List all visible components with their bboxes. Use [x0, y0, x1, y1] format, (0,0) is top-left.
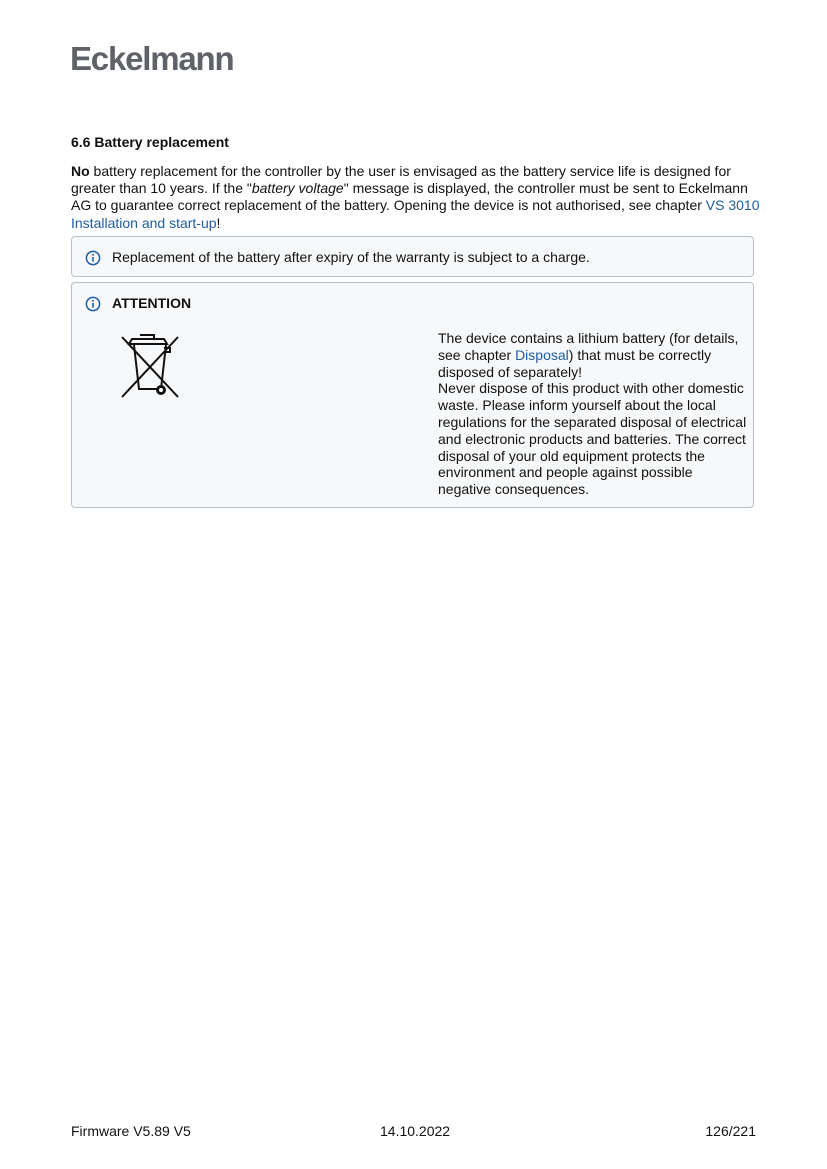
intro-text-3: !: [216, 214, 221, 231]
info-icon: [85, 250, 101, 266]
footer-date: 14.10.2022: [380, 1123, 451, 1139]
footer-page-number: 126/221: [705, 1123, 756, 1139]
info-icon: [85, 296, 101, 312]
intro-italic: battery voltage: [251, 180, 344, 197]
installation-chapter-link[interactable]: VS 3010 Installation and start-up: [71, 197, 760, 231]
attention-text-2: ) that must be correctly disposed of separately!: [438, 346, 712, 380]
intro-text-2: " message is displayed, the controller must be sent to Eckelmann AG to guarantee correct replacement of the battery. Opening the device is not authorised, see chapter: [71, 180, 748, 214]
warranty-note: [71, 236, 754, 277]
warranty-note-text: Replacement of the battery after expiry of the warranty is subject to a charge.: [112, 249, 590, 265]
crossed-out-wheelie-bin-icon: [116, 330, 182, 402]
intro-paragraph: [71, 163, 761, 232]
footer-firmware: Firmware V5.89 V5: [71, 1123, 191, 1139]
eckelmann-logo: Eckelmann: [70, 40, 234, 77]
intro-text-1: battery replacement for the controller by the user is envisaged as the battery service life is designed for greater than 10 years. If the ": [71, 163, 731, 197]
attention-text-3: Never dispose of this product with other domestic waste. Please inform yourself about the local regulations for the separated disposal of electrical and electronic products and batteries. The correct disposal of your old equipment protects the environment and people against possible negative consequences.: [438, 380, 747, 498]
attention-text-1: The device contains a lithium battery (for details, see chapter: [438, 330, 739, 363]
section-heading: 6.6 Battery replacement: [71, 134, 229, 150]
disposal-chapter-link[interactable]: Disposal: [515, 346, 569, 363]
attention-panel: [71, 282, 754, 508]
attention-title: ATTENTION: [112, 295, 192, 311]
intro-bold: No: [71, 163, 90, 179]
attention-body: [438, 330, 748, 498]
